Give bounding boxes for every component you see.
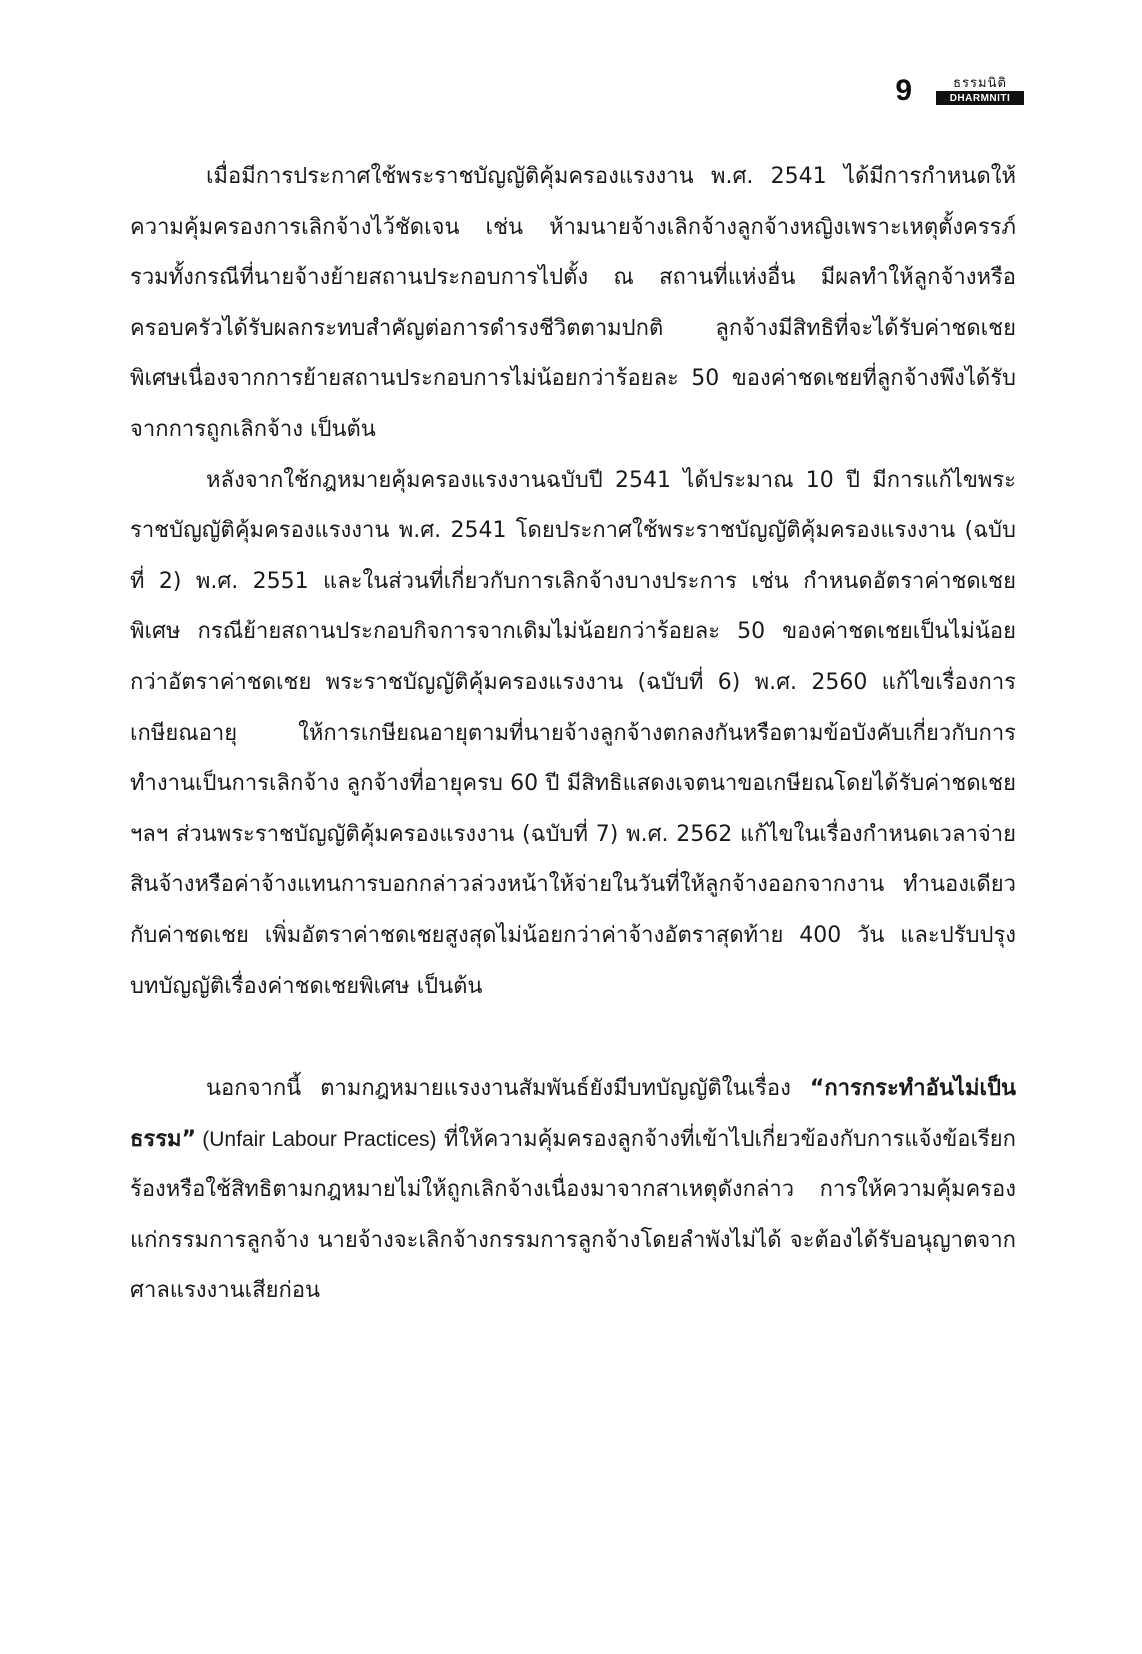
publisher-logo bbox=[936, 77, 1024, 105]
page-number: 9 bbox=[895, 74, 912, 107]
paragraph-2: หลังจากใช้กฎหมายคุ้มครองแรงงานฉบับปี 2541 ได้ประมาณ 10 ปี มีการแก้ไขพระราชบัญญัติคุ้มครองแรงงาน พ.ศ. 2541 โดยประกาศใช้พระราชบัญญัติคุ้มครองแรงงาน (ฉบับที่ 2) พ.ศ. 2551 และในส่วนที่เกี่ยวกับการเลิกจ้างบางประการ เช่น กำหนดอัตราค่าชดเชยพิเศษ กรณีย้ายสถานประกอบกิจการจากเดิมไม่น้อยกว่าร้อยละ 50 ของค่าชดเชยเป็นไม่น้อยกว่าอัตราค่าชดเชย พระราชบัญญัติคุ้มครองแรงงาน (ฉบับที่ 6) พ.ศ. 2560 แก้ไขเรื่องการเกษียณอายุ ให้การเกษียณอายุตามที่นายจ้างลูกจ้างตกลงกันหรือตามข้อบังคับเกี่ยวกับการทำงานเป็นการเลิกจ้าง ลูกจ้างที่อายุครบ 60 ปี มีสิทธิแสดงเจตนาขอเกษียณโดยได้รับค่าชดเชย ฯลฯ ส่วนพระราชบัญญัติคุ้มครองแรงงาน (ฉบับที่ 7) พ.ศ. 2562 แก้ไขในเรื่องกำหนดเวลาจ่ายสินจ้างหรือค่าจ้างแทนการบอกกล่าวล่วงหน้าให้จ่ายในวันที่ให้ลูกจ้างออกจากงาน ทำนองเดียวกับค่าชดเชย เพิ่มอัตราค่าชดเชยสูงสุดไม่น้อยกว่าค่าจ้างอัตราสุดท้าย 400 วัน และปรับปรุงบทบัญญัติเรื่องค่าชดเชยพิเศษ เป็นต้น bbox=[130, 467, 1016, 999]
page-header bbox=[895, 76, 1024, 106]
latin-term: (Unfair Labour Practices) bbox=[196, 1127, 437, 1151]
body-text bbox=[130, 152, 1016, 1317]
paragraph-3-intro: นอกจากนี้ ตามกฎหมายแรงงานสัมพันธ์ยังมีบทบัญญัติในเรื่อง bbox=[206, 1076, 810, 1102]
section-spacer bbox=[130, 1012, 1016, 1064]
paragraph-1: เมื่อมีการประกาศใช้พระราชบัญญัติคุ้มครองแรงงาน พ.ศ. 2541 ได้มีการกำหนดให้ความคุ้มครองการเลิกจ้างไว้ชัดเจน เช่น ห้ามนายจ้างเลิกจ้างลูกจ้างหญิงเพราะเหตุตั้งครรภ์ รวมทั้งกรณีที่นายจ้างย้ายสถานประกอบการไปตั้ง ณ สถานที่แห่งอื่น มีผลทำให้ลูกจ้างหรือครอบครัวได้รับผลกระทบสำคัญต่อการดำรงชีวิตตามปกติ ลูกจ้างมีสิทธิที่จะได้รับค่าชดเชยพิเศษเนื่องจากการย้ายสถานประกอบการไม่น้อยกว่าร้อยละ 50 ของค่าชดเชยที่ลูกจ้างพึงได้รับจากการถูกเลิกจ้าง เป็นต้น bbox=[130, 164, 1016, 442]
bold-term: “การกระทำอันไม่เป็นธรรม” bbox=[130, 1076, 1016, 1152]
publisher-logo-latin: DHARMNITI bbox=[936, 92, 1024, 105]
publisher-logo-thai: ธรรมนิติ bbox=[936, 77, 1024, 92]
paragraph-3-rest: ที่ให้ความคุ้มครองลูกจ้างที่เข้าไปเกี่ยวข้องกับการแจ้งข้อเรียกร้องหรือใช้สิทธิตามกฎหมายไม่ให้ถูกเลิกจ้างเนื่องมาจากสาเหตุดังกล่าว การให้ความคุ้มครองแก่กรรมการลูกจ้าง นายจ้างจะเลิกจ้างกรรมการลูกจ้างโดยลำพังไม่ได้ จะต้องได้รับอนุญาตจากศาลแรงงานเสียก่อน bbox=[130, 1126, 1016, 1304]
paragraph-3 bbox=[130, 1064, 1016, 1317]
